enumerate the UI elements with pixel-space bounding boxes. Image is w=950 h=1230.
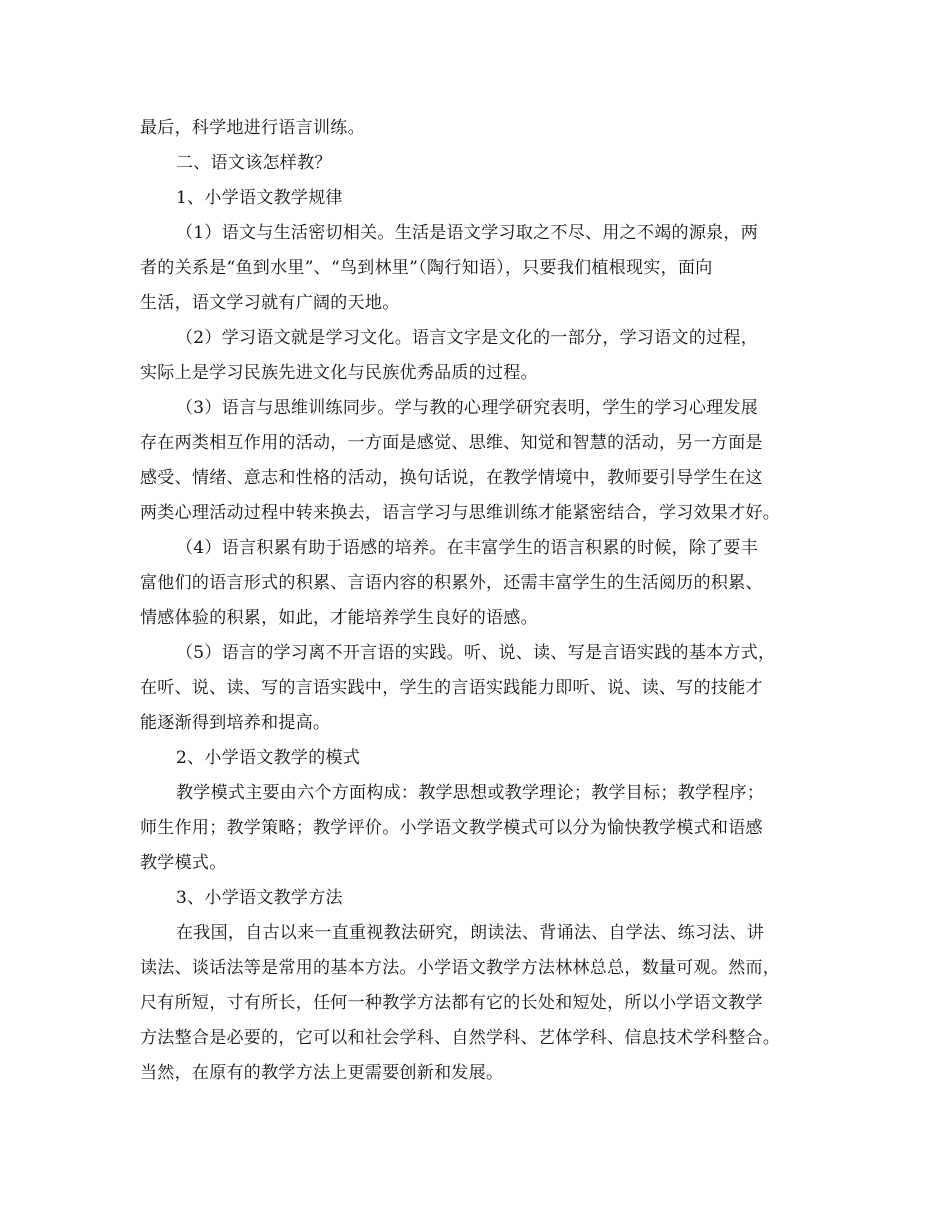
text-line: 读法、谈话法等是常用的基本方法。小学语文教学方法林林总总，数量可观。然而，: [140, 958, 781, 978]
text-line: 尺有所短，寸有所长，任何一种教学方法都有它的长处和短处，所以小学语文教学: [140, 993, 763, 1013]
text-line: 在我国，自古以来一直重视教法研究，朗读法、背诵法、自学法、练习法、讲: [176, 923, 765, 943]
subsection-heading: 1、小学语文教学规律: [176, 188, 343, 208]
text-line: （2）学习语文就是学习文化。语言文字是文化的一部分，学习语文的过程，: [176, 328, 759, 348]
text-line: 在听、说、读、写的言语实践中，学生的言语实践能力即听、说、读、写的技能才: [140, 678, 763, 698]
subsection-heading: 3、小学语文教学方法: [176, 888, 343, 908]
subsection-heading: 2、小学语文教学的模式: [176, 748, 361, 768]
text-line: （3）语言与思维训练同步。学与教的心理学研究表明，学生的学习心理发展: [176, 398, 759, 418]
text-line: （1）语文与生活密切相关。生活是语文学习取之不尽、用之不竭的源泉，两: [176, 223, 759, 243]
text-line: 最后，科学地进行语言训练。: [140, 118, 365, 138]
text-line: 富他们的语言形式的积累、言语内容的积累外，还需丰富学生的生活阅历的积累、: [140, 573, 763, 593]
text-line: 者的关系是“鱼到水里”、“鸟到林里”（陶行知语），只要我们植根现实，面向: [140, 258, 713, 278]
text-line: 感受、情绪、意志和性格的活动，换句话说，在教学情境中，教师要引导学生在这: [140, 468, 763, 488]
text-line: 两类心理活动过程中转来换去，语言学习与思维训练才能紧密结合，学习效果才好。: [140, 503, 781, 523]
text-line: 教学模式。: [140, 853, 227, 873]
text-line: 教学模式主要由六个方面构成：教学思想或教学理论；教学目标；教学程序；: [176, 783, 765, 803]
text-line: 方法整合是必要的，它可以和社会学科、自然学科、艺体学科、信息技术学科整合。: [140, 1028, 781, 1048]
text-line: 当然，在原有的教学方法上更需要创新和发展。: [140, 1063, 504, 1083]
text-line: 实际上是学习民族先进文化与民族优秀品质的过程。: [140, 363, 538, 383]
section-heading: 二、语文该怎样教？: [176, 153, 332, 173]
text-line: 生活，语文学习就有广阔的天地。: [140, 293, 400, 313]
text-line: 师生作用；教学策略；教学评价。小学语文教学模式可以分为愉快教学模式和语感: [140, 818, 763, 838]
text-line: 存在两类相互作用的活动，一方面是感觉、思维、知觉和智慧的活动，另一方面是: [140, 433, 763, 453]
text-line: （4）语言积累有助于语感的培养。在丰富学生的语言积累的时候，除了要丰: [176, 538, 759, 558]
text-line: 能逐渐得到培养和提高。: [140, 713, 331, 733]
text-line: （5）语言的学习离不开言语的实践。听、说、读、写是言语实践的基本方式，: [176, 643, 776, 663]
text-line: 情感体验的积累，如此，才能培养学生良好的语感。: [140, 608, 538, 628]
